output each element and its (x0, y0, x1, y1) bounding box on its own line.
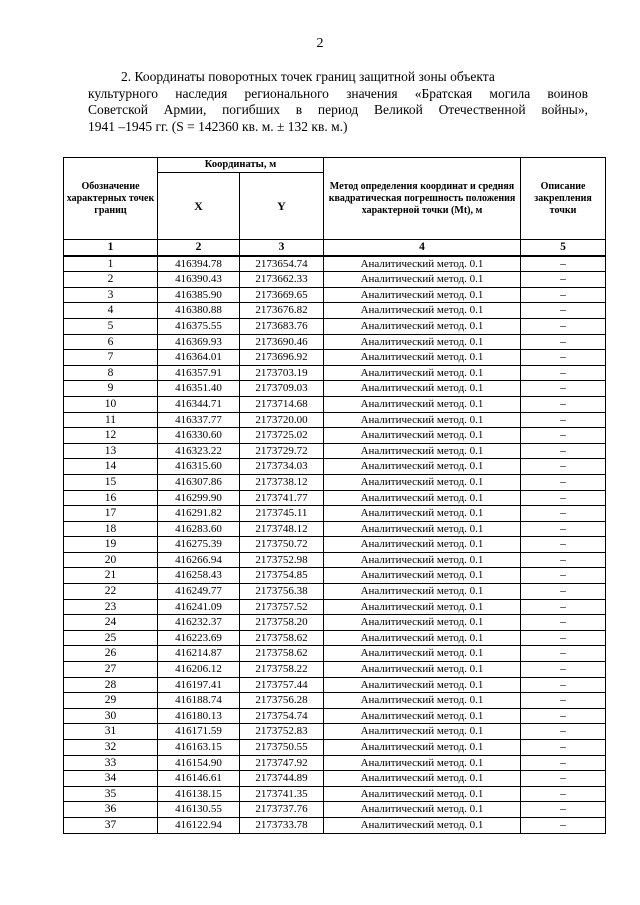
point-number: 21 (64, 568, 158, 584)
point-number: 36 (64, 802, 158, 818)
coord-y: 2173733.78 (240, 817, 324, 833)
table-row (64, 677, 606, 693)
table-row (64, 443, 606, 459)
table-row (64, 568, 606, 584)
heading-line-1: 2. Координаты поворотных точек границ защитной зоны объекта (121, 69, 495, 84)
description-cell: – (521, 537, 606, 553)
table-row (64, 740, 606, 756)
table-row (64, 459, 606, 475)
point-number: 31 (64, 724, 158, 740)
point-number: 2 (64, 272, 158, 288)
table-row (64, 708, 606, 724)
description-cell: – (521, 802, 606, 818)
method-cell: Аналитический метод. 0.1 (324, 334, 521, 350)
description-cell: – (521, 786, 606, 802)
table-row (64, 817, 606, 833)
coord-y: 2173741.35 (240, 786, 324, 802)
description-cell: – (521, 599, 606, 615)
coord-x: 416394.78 (158, 256, 240, 272)
table-row (64, 537, 606, 553)
method-cell: Аналитический метод. 0.1 (324, 771, 521, 787)
description-cell: – (521, 568, 606, 584)
method-cell: Аналитический метод. 0.1 (324, 506, 521, 522)
coord-y: 2173720.00 (240, 412, 324, 428)
coord-y: 2173662.33 (240, 272, 324, 288)
coord-y: 2173703.19 (240, 365, 324, 381)
method-cell: Аналитический метод. 0.1 (324, 552, 521, 568)
method-cell: Аналитический метод. 0.1 (324, 396, 521, 412)
coord-x: 416171.59 (158, 724, 240, 740)
column-number: 5 (521, 240, 606, 256)
method-cell: Аналитический метод. 0.1 (324, 786, 521, 802)
coord-y: 2173750.72 (240, 537, 324, 553)
point-number: 6 (64, 334, 158, 350)
table-row (64, 662, 606, 678)
point-number: 30 (64, 708, 158, 724)
coord-x: 416330.60 (158, 428, 240, 444)
point-number: 12 (64, 428, 158, 444)
coord-x: 416206.12 (158, 662, 240, 678)
table-row (64, 287, 606, 303)
method-cell: Аналитический метод. 0.1 (324, 381, 521, 397)
description-cell: – (521, 693, 606, 709)
table-row (64, 490, 606, 506)
coord-y: 2173741.77 (240, 490, 324, 506)
description-cell: – (521, 287, 606, 303)
coord-y: 2173756.38 (240, 584, 324, 600)
header-y: Y (240, 173, 324, 240)
description-cell: – (521, 256, 606, 272)
coord-x: 416122.94 (158, 817, 240, 833)
coord-y: 2173654.74 (240, 256, 324, 272)
method-cell: Аналитический метод. 0.1 (324, 662, 521, 678)
coord-y: 2173725.02 (240, 428, 324, 444)
method-cell: Аналитический метод. 0.1 (324, 459, 521, 475)
description-cell: – (521, 396, 606, 412)
table-row (64, 272, 606, 288)
point-number: 29 (64, 693, 158, 709)
description-cell: – (521, 755, 606, 771)
method-cell: Аналитический метод. 0.1 (324, 693, 521, 709)
point-number: 11 (64, 412, 158, 428)
coord-y: 2173729.72 (240, 443, 324, 459)
table-row (64, 318, 606, 334)
method-cell: Аналитический метод. 0.1 (324, 615, 521, 631)
point-number: 9 (64, 381, 158, 397)
coord-x: 416163.15 (158, 740, 240, 756)
description-cell: – (521, 350, 606, 366)
coord-y: 2173758.20 (240, 615, 324, 631)
method-cell: Аналитический метод. 0.1 (324, 303, 521, 319)
point-number: 18 (64, 521, 158, 537)
method-cell: Аналитический метод. 0.1 (324, 443, 521, 459)
method-cell: Аналитический метод. 0.1 (324, 817, 521, 833)
method-cell: Аналитический метод. 0.1 (324, 521, 521, 537)
coord-x: 416385.90 (158, 287, 240, 303)
coord-x: 416180.13 (158, 708, 240, 724)
description-cell: – (521, 584, 606, 600)
document-heading (88, 69, 588, 135)
heading-line-4: 1941 –1945 гг. (S = 142360 кв. м. ± 132 кв. м.) (88, 118, 348, 134)
coord-y: 2173737.76 (240, 802, 324, 818)
point-number: 37 (64, 817, 158, 833)
method-cell: Аналитический метод. 0.1 (324, 256, 521, 272)
heading-line-2: культурного наследия регионального значения «Братская могила воинов (88, 85, 588, 101)
table-row (64, 381, 606, 397)
point-number: 26 (64, 646, 158, 662)
method-cell: Аналитический метод. 0.1 (324, 646, 521, 662)
description-cell: – (521, 272, 606, 288)
point-number: 20 (64, 552, 158, 568)
point-number: 16 (64, 490, 158, 506)
point-number: 23 (64, 599, 158, 615)
coord-x: 416249.77 (158, 584, 240, 600)
description-cell: – (521, 662, 606, 678)
method-cell: Аналитический метод. 0.1 (324, 677, 521, 693)
point-number: 24 (64, 615, 158, 631)
table-row (64, 615, 606, 631)
point-number: 35 (64, 786, 158, 802)
description-cell: – (521, 740, 606, 756)
coord-y: 2173752.98 (240, 552, 324, 568)
point-number: 10 (64, 396, 158, 412)
table-row (64, 303, 606, 319)
table-row (64, 334, 606, 350)
method-cell: Аналитический метод. 0.1 (324, 365, 521, 381)
description-cell: – (521, 428, 606, 444)
column-number: 1 (64, 240, 158, 256)
coord-x: 416291.82 (158, 506, 240, 522)
method-cell: Аналитический метод. 0.1 (324, 428, 521, 444)
coord-x: 416299.90 (158, 490, 240, 506)
coord-x: 416364.01 (158, 350, 240, 366)
coord-x: 416214.87 (158, 646, 240, 662)
description-cell: – (521, 552, 606, 568)
table-row (64, 693, 606, 709)
table-row (64, 552, 606, 568)
point-number: 22 (64, 584, 158, 600)
header-method: Метод определения координат и средняя квадратическая погрешность положения характерной точки (Mt), м (324, 158, 521, 240)
description-cell: – (521, 474, 606, 490)
method-cell: Аналитический метод. 0.1 (324, 599, 521, 615)
point-number: 8 (64, 365, 158, 381)
coord-x: 416197.41 (158, 677, 240, 693)
method-cell: Аналитический метод. 0.1 (324, 318, 521, 334)
point-number: 25 (64, 630, 158, 646)
description-cell: – (521, 521, 606, 537)
table-row (64, 755, 606, 771)
description-cell: – (521, 817, 606, 833)
coord-y: 2173754.85 (240, 568, 324, 584)
coord-y: 2173754.74 (240, 708, 324, 724)
coord-x: 416375.55 (158, 318, 240, 334)
coord-x: 416283.60 (158, 521, 240, 537)
method-cell: Аналитический метод. 0.1 (324, 537, 521, 553)
description-cell: – (521, 365, 606, 381)
table-row (64, 365, 606, 381)
table-row (64, 428, 606, 444)
table-row (64, 724, 606, 740)
table-row (64, 521, 606, 537)
point-number: 5 (64, 318, 158, 334)
point-number: 4 (64, 303, 158, 319)
coordinates-table (63, 157, 606, 834)
method-cell: Аналитический метод. 0.1 (324, 802, 521, 818)
coord-x: 416390.43 (158, 272, 240, 288)
coord-x: 416337.77 (158, 412, 240, 428)
header-x: X (158, 173, 240, 240)
coord-x: 416369.93 (158, 334, 240, 350)
coord-x: 416188.74 (158, 693, 240, 709)
point-number: 7 (64, 350, 158, 366)
header-description: Описание закрепления точки (521, 158, 606, 240)
description-cell: – (521, 646, 606, 662)
point-number: 15 (64, 474, 158, 490)
method-cell: Аналитический метод. 0.1 (324, 412, 521, 428)
coord-x: 416130.55 (158, 802, 240, 818)
method-cell: Аналитический метод. 0.1 (324, 630, 521, 646)
description-cell: – (521, 318, 606, 334)
coord-y: 2173747.92 (240, 755, 324, 771)
table-row (64, 786, 606, 802)
coord-y: 2173750.55 (240, 740, 324, 756)
table-row (64, 646, 606, 662)
method-cell: Аналитический метод. 0.1 (324, 724, 521, 740)
point-number: 27 (64, 662, 158, 678)
table-row (64, 771, 606, 787)
coord-x: 416275.39 (158, 537, 240, 553)
coord-y: 2173669.65 (240, 287, 324, 303)
description-cell: – (521, 459, 606, 475)
point-number: 32 (64, 740, 158, 756)
point-number: 19 (64, 537, 158, 553)
coord-x: 416154.90 (158, 755, 240, 771)
coord-y: 2173745.11 (240, 506, 324, 522)
coord-x: 416258.43 (158, 568, 240, 584)
method-cell: Аналитический метод. 0.1 (324, 272, 521, 288)
method-cell: Аналитический метод. 0.1 (324, 474, 521, 490)
page-number: 2 (316, 36, 324, 51)
table-row (64, 599, 606, 615)
coord-y: 2173744.89 (240, 771, 324, 787)
coord-y: 2173758.62 (240, 646, 324, 662)
point-number: 17 (64, 506, 158, 522)
description-cell: – (521, 506, 606, 522)
method-cell: Аналитический метод. 0.1 (324, 490, 521, 506)
method-cell: Аналитический метод. 0.1 (324, 708, 521, 724)
coord-x: 416344.71 (158, 396, 240, 412)
method-cell: Аналитический метод. 0.1 (324, 755, 521, 771)
column-number: 4 (324, 240, 521, 256)
method-cell: Аналитический метод. 0.1 (324, 287, 521, 303)
description-cell: – (521, 443, 606, 459)
coord-y: 2173758.62 (240, 630, 324, 646)
table-row (64, 350, 606, 366)
header-designation: Обозначение характерных точек границ (64, 158, 158, 240)
table-row (64, 256, 606, 272)
method-cell: Аналитический метод. 0.1 (324, 350, 521, 366)
column-number: 2 (158, 240, 240, 256)
coord-x: 416266.94 (158, 552, 240, 568)
description-cell: – (521, 771, 606, 787)
coord-x: 416351.40 (158, 381, 240, 397)
description-cell: – (521, 615, 606, 631)
point-number: 33 (64, 755, 158, 771)
table-row (64, 412, 606, 428)
method-cell: Аналитический метод. 0.1 (324, 584, 521, 600)
coord-x: 416380.88 (158, 303, 240, 319)
coord-y: 2173757.44 (240, 677, 324, 693)
description-cell: – (521, 708, 606, 724)
column-numbers-row (64, 240, 606, 256)
coord-y: 2173756.28 (240, 693, 324, 709)
coord-x: 416232.37 (158, 615, 240, 631)
description-cell: – (521, 412, 606, 428)
description-cell: – (521, 677, 606, 693)
coord-x: 416223.69 (158, 630, 240, 646)
description-cell: – (521, 490, 606, 506)
point-number: 14 (64, 459, 158, 475)
coord-y: 2173757.52 (240, 599, 324, 615)
coord-y: 2173709.03 (240, 381, 324, 397)
point-number: 1 (64, 256, 158, 272)
table-row (64, 584, 606, 600)
method-cell: Аналитический метод. 0.1 (324, 568, 521, 584)
coord-y: 2173748.12 (240, 521, 324, 537)
coord-y: 2173758.22 (240, 662, 324, 678)
coord-y: 2173676.82 (240, 303, 324, 319)
column-number: 3 (240, 240, 324, 256)
coord-x: 416138.15 (158, 786, 240, 802)
coord-y: 2173696.92 (240, 350, 324, 366)
description-cell: – (521, 303, 606, 319)
coord-y: 2173752.83 (240, 724, 324, 740)
table-body (64, 256, 606, 833)
coord-x: 416307.86 (158, 474, 240, 490)
point-number: 28 (64, 677, 158, 693)
method-cell: Аналитический метод. 0.1 (324, 740, 521, 756)
coord-y: 2173734.03 (240, 459, 324, 475)
description-cell: – (521, 630, 606, 646)
table-row (64, 630, 606, 646)
coord-y: 2173738.12 (240, 474, 324, 490)
table-row (64, 474, 606, 490)
coord-x: 416315.60 (158, 459, 240, 475)
point-number: 34 (64, 771, 158, 787)
point-number: 3 (64, 287, 158, 303)
heading-line-3: Советской Армии, погибших в период Великой Отечественной войны», (88, 102, 588, 117)
coord-x: 416323.22 (158, 443, 240, 459)
coord-x: 416357.91 (158, 365, 240, 381)
header-coordinates: Координаты, м (158, 158, 324, 173)
point-number: 13 (64, 443, 158, 459)
coord-y: 2173714.68 (240, 396, 324, 412)
coord-x: 416146.61 (158, 771, 240, 787)
description-cell: – (521, 724, 606, 740)
description-cell: – (521, 334, 606, 350)
table-row (64, 506, 606, 522)
coord-y: 2173690.46 (240, 334, 324, 350)
description-cell: – (521, 381, 606, 397)
table-row (64, 802, 606, 818)
coord-x: 416241.09 (158, 599, 240, 615)
table-row (64, 396, 606, 412)
coord-y: 2173683.76 (240, 318, 324, 334)
